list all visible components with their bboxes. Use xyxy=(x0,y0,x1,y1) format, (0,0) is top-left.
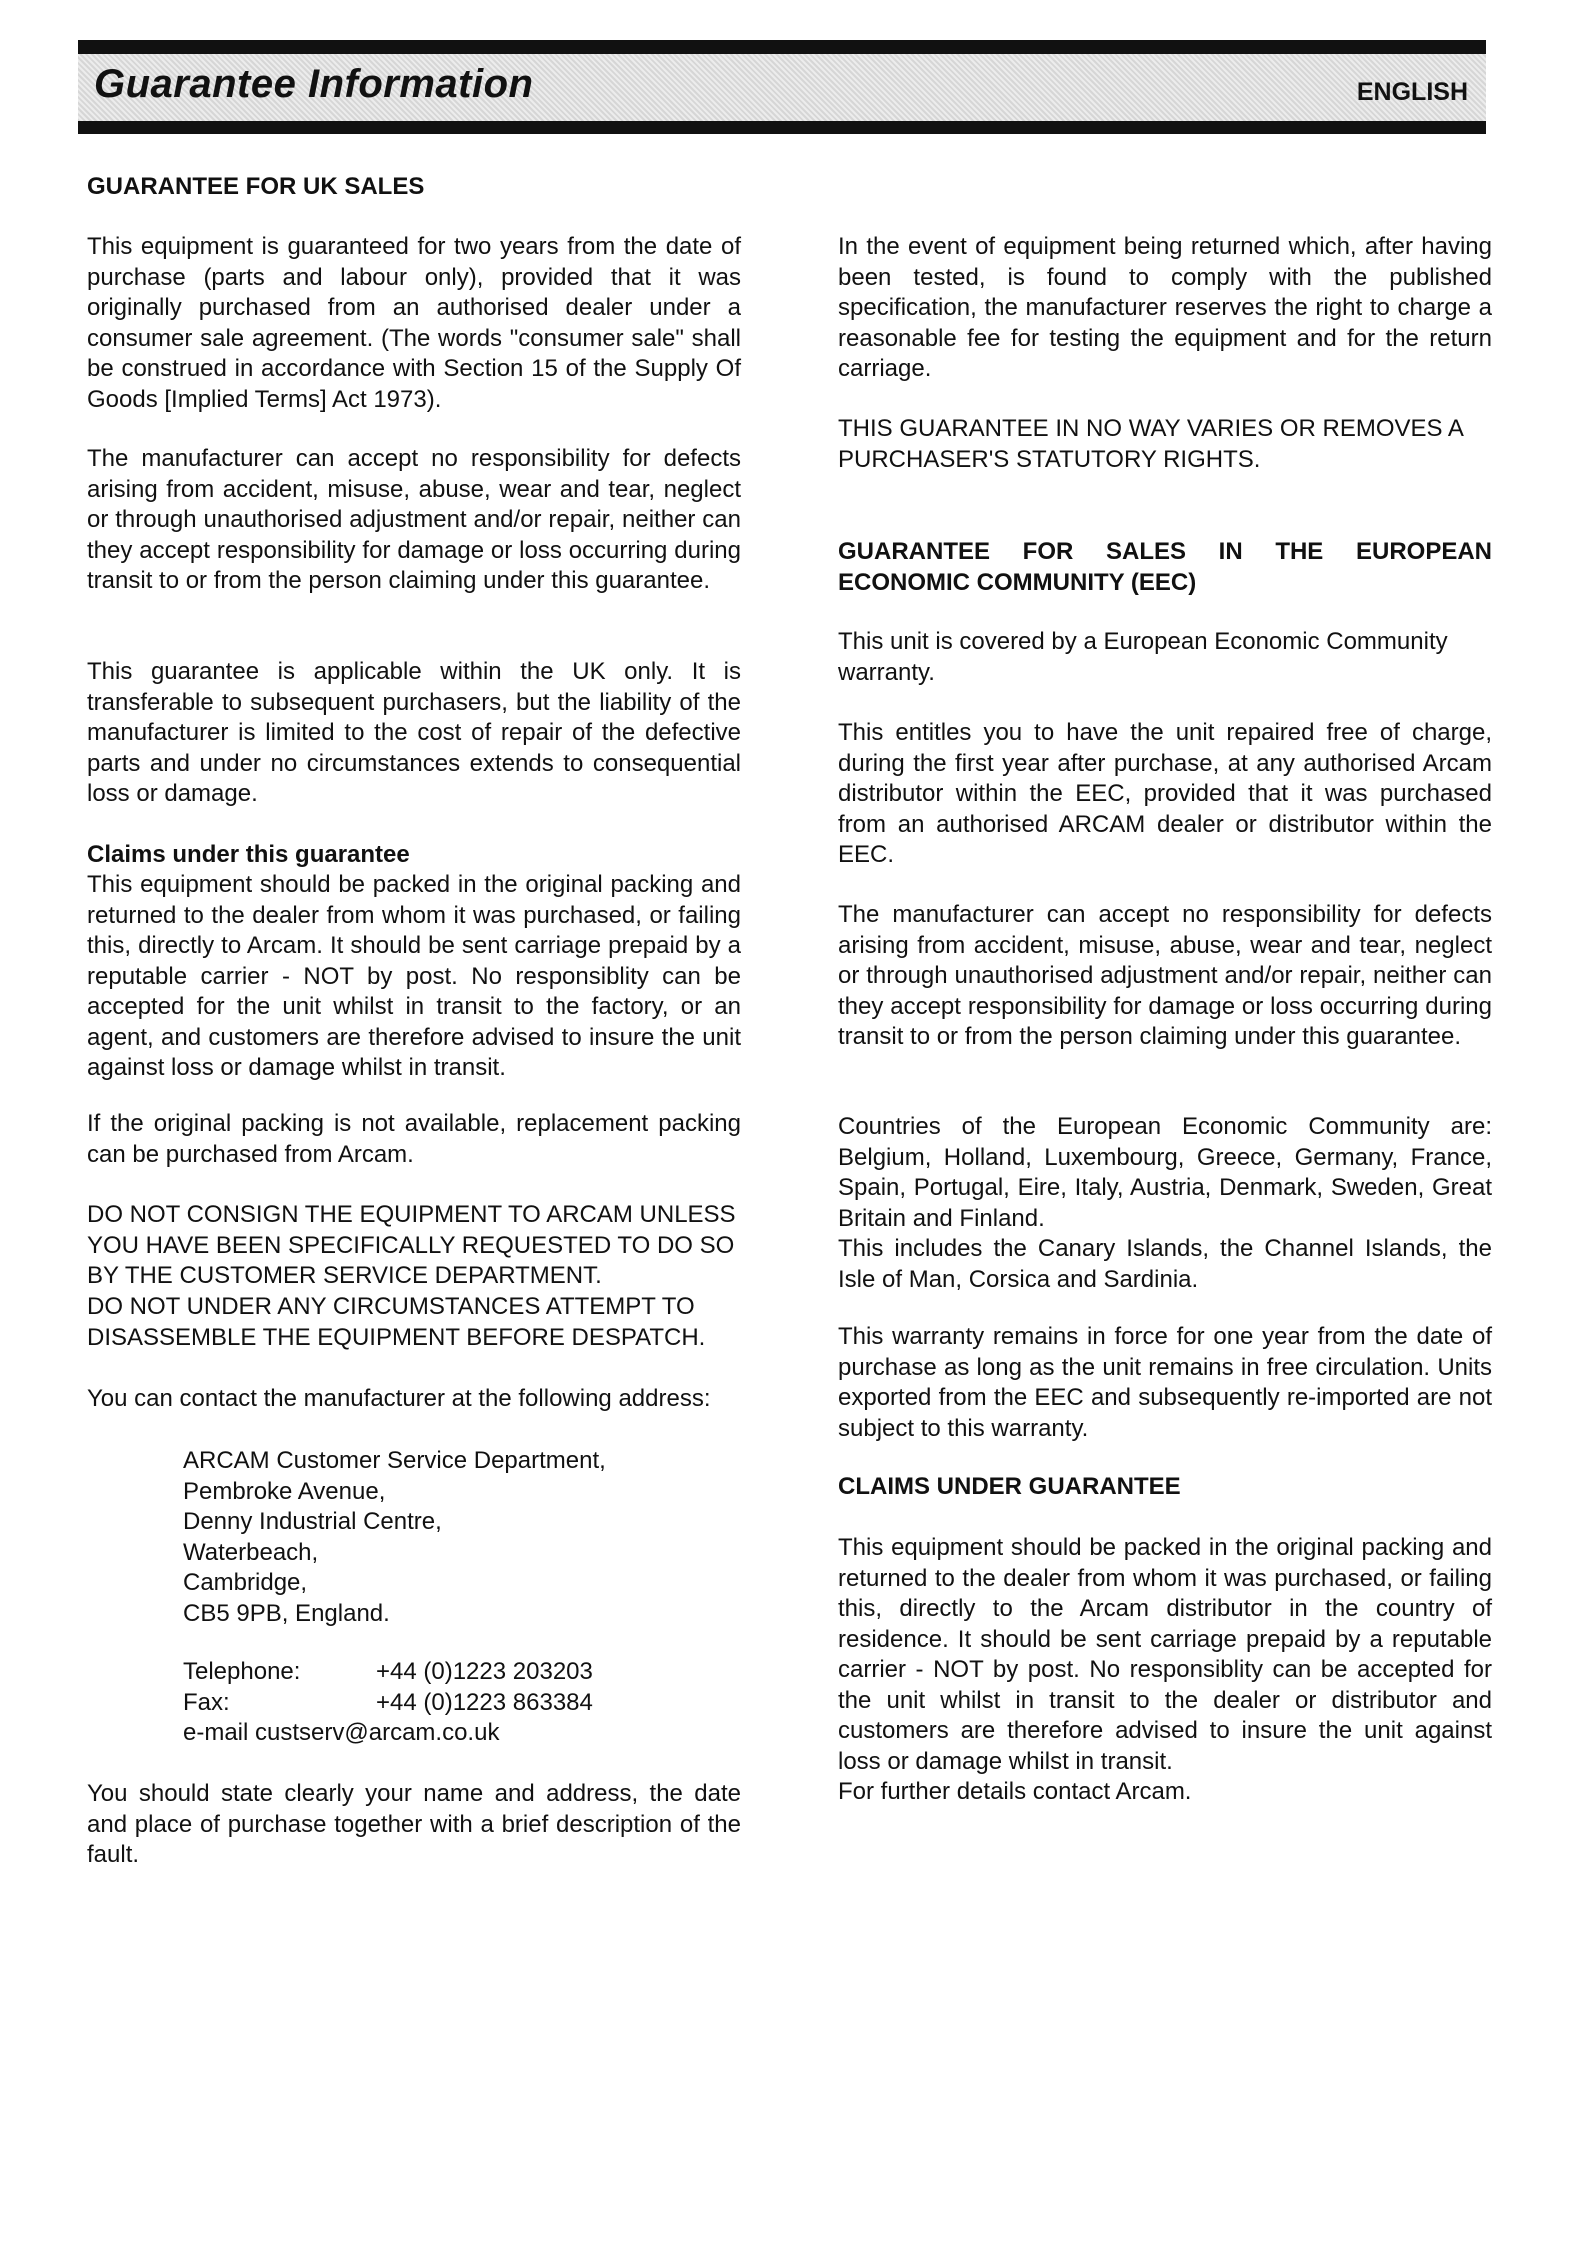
header-top-rule xyxy=(78,40,1486,54)
consign-warning: DO NOT CONSIGN THE EQUIPMENT TO ARCAM UNLESS YOU HAVE BEEN SPECIFICALLY REQUESTED TO DO SO BY THE CUSTOMER SERVICE DEPARTMENT. xyxy=(87,1201,736,1289)
address-line: ARCAM Customer Service Department, xyxy=(183,1447,606,1474)
closing-paragraph: You should state clearly your name and address, the date and place of purchase together with a brief description of the fault. xyxy=(87,1780,741,1868)
uk-applicability-paragraph: This guarantee is applicable within the UK only. It is transferable to subsequent purchasers, but the liability of the manufacturer is limited to the cost of repair of the defective parts and under no circumstances extends to consequential loss or damage. xyxy=(87,658,741,807)
telephone-number: +44 (0)1223 203203 xyxy=(376,1658,593,1685)
uk-responsibility-paragraph: The manufacturer can accept no responsibility for defects arising from accident, misuse, abuse, wear and tear, neglect or through unauthorised adjustment and/or repair, neither can they accept responsibility for damage or loss occurring during transit to or from the person claiming under this guarantee. xyxy=(87,445,741,594)
eec-warranty-paragraph: This unit is covered by a European Economic Community warranty. xyxy=(838,628,1448,686)
telephone-row xyxy=(183,1657,703,1688)
uk-sales-heading: GUARANTEE FOR UK SALES xyxy=(87,173,425,200)
disassemble-warning: DO NOT UNDER ANY CIRCUMSTANCES ATTEMPT TO DISASSEMBLE THE EQUIPMENT BEFORE DESPATCH. xyxy=(87,1293,706,1351)
address-line: Pembroke Avenue, xyxy=(183,1477,386,1505)
eec-heading: GUARANTEE FOR SALES IN THE EUROPEAN ECONOMIC COMMUNITY (EEC) xyxy=(838,538,1492,596)
contact-details xyxy=(183,1657,703,1749)
address-block xyxy=(183,1446,703,1629)
packing-paragraph: If the original packing is not available, replacement packing can be purchased from Arcam. xyxy=(87,1110,741,1168)
claims-subheading: Claims under this guarantee xyxy=(87,841,410,868)
address-line: CB5 9PB, England. xyxy=(183,1599,390,1627)
statutory-rights-notice: THIS GUARANTEE IN NO WAY VARIES OR REMOVES A PURCHASER'S STATUTORY RIGHTS. xyxy=(838,415,1463,473)
eec-repair-paragraph: This entitles you to have the unit repaired free of charge, during the first year after purchase, at any authorised Arcam distributor within the EEC, provided that it was purchased from an authorised ARCAM dealer or distributor within the EEC. xyxy=(838,719,1492,868)
telephone-label: Telephone: xyxy=(183,1658,301,1685)
contact-intro: You can contact the manufacturer at the following address: xyxy=(87,1385,711,1412)
eec-includes-paragraph: This includes the Canary Islands, the Channel Islands, the Isle of Man, Corsica and Sardinia. xyxy=(838,1235,1492,1293)
header-bottom-rule xyxy=(78,121,1486,134)
page-header xyxy=(78,40,1486,134)
claims-under-guarantee-heading: CLAIMS UNDER GUARANTEE xyxy=(838,1473,1181,1500)
language-label: ENGLISH xyxy=(1356,78,1468,106)
uk-guarantee-paragraph: This equipment is guaranteed for two years from the date of purchase (parts and labour only), provided that it was originally purchased from an authorised dealer under a consumer sale agreement. (The words "consumer sale" shall be construed in accordance with Section 15 of the Supply Of Goods [Implied Terms] Act 1973). xyxy=(87,233,741,413)
address-line: Waterbeach, xyxy=(183,1538,319,1566)
further-details: For further details contact Arcam. xyxy=(838,1778,1192,1805)
address-line: Cambridge, xyxy=(183,1569,308,1596)
email-address: e-mail custserv@arcam.co.uk xyxy=(183,1719,500,1746)
eec-countries-paragraph: Countries of the European Economic Community are: Belgium, Holland, Luxembourg, Greece, Germany, France, Spain, Portugal, Eire, Italy, Austria, Denmark, Sweden, Great Britain and Finland. xyxy=(838,1113,1492,1232)
eec-claims-paragraph: This equipment should be packed in the original packing and returned to the dealer from whom it was purchased, or failing this, directly to the Arcam distributor in the country of residence. It should be sent carriage prepaid by a reputable carrier - NOT by post. No responsiblity can be accepted for the unit whilst in transit to the dealer or distributor and customers are therefore advised to insure the unit against loss or damage whilst in transit. xyxy=(838,1534,1492,1775)
page-title: Guarantee Information xyxy=(94,62,534,106)
claims-paragraph: This equipment should be packed in the original packing and returned to the dealer from whom it was purchased, or failing this, directly to Arcam. It should be sent carriage prepaid by a reputable carrier - NOT by post. No responsiblity can be accepted for the unit whilst in transit to the factory, or an agent, and customers are therefore advised to insure the unit against loss or damage whilst in transit. xyxy=(87,871,741,1081)
fax-number: +44 (0)1223 863384 xyxy=(376,1688,593,1716)
fax-label: Fax: xyxy=(183,1688,230,1716)
eec-responsibility-paragraph: The manufacturer can accept no responsibility for defects arising from accident, misuse, abuse, wear and tear, neglect or through unauthorised adjustment and/or repair, neither can they accept responsibility for damage or loss occurring during transit to or from the person claiming under this guarantee. xyxy=(838,901,1492,1050)
fax-row xyxy=(183,1688,703,1719)
address-line: Denny Industrial Centre, xyxy=(183,1508,442,1535)
testing-fee-paragraph: In the event of equipment being returned which, after having been tested, is found to comply with the published specification, the manufacturer reserves the right to charge a reasonable fee for testing the equipment and for the return carriage. xyxy=(838,233,1492,382)
warranty-duration-paragraph: This warranty remains in force for one year from the date of purchase as long as the unit remains in free circulation. Units exported from the EEC and subsequently re-imported are not subject to this warranty. xyxy=(838,1323,1492,1442)
